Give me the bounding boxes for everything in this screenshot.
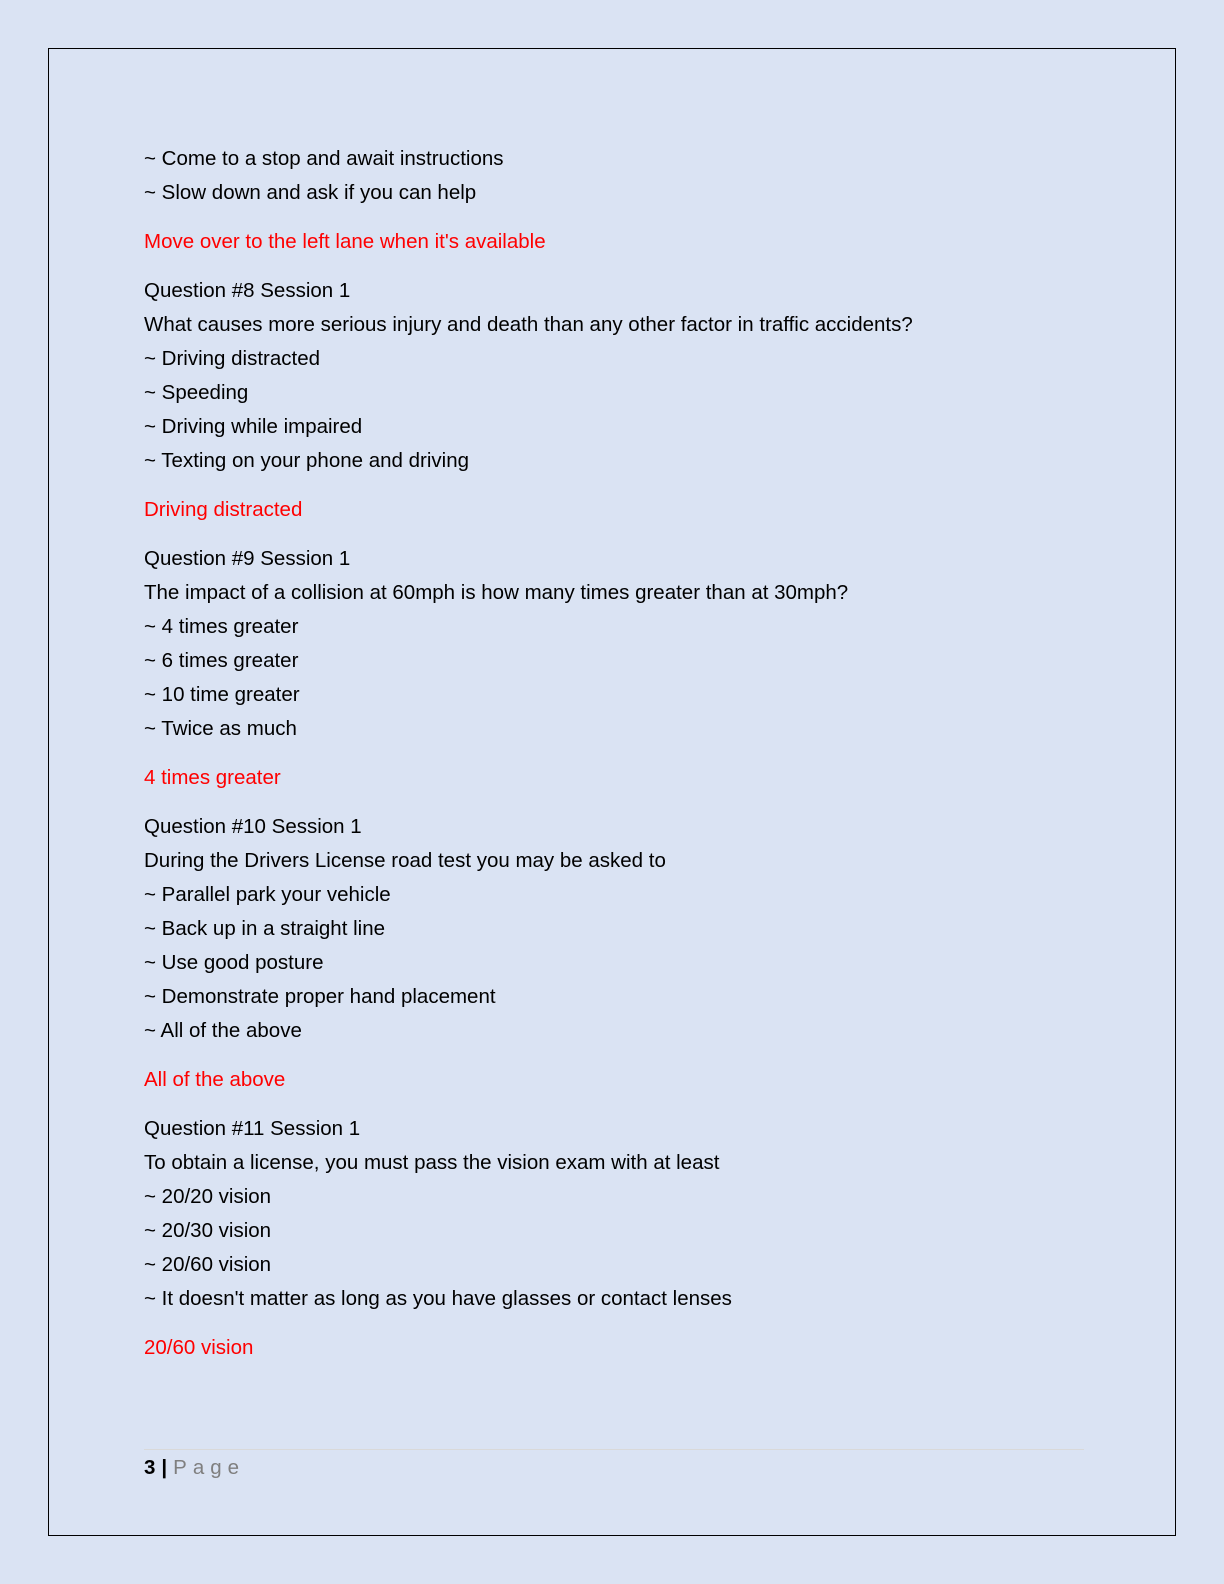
question-text: To obtain a license, you must pass the vision exam with at least xyxy=(144,1151,720,1174)
answer-option: ~ It doesn't matter as long as you have glasses or contact lenses xyxy=(144,1287,732,1310)
question-text: The impact of a collision at 60mph is how many times greater than at 30mph? xyxy=(144,581,849,604)
page-label: Page xyxy=(173,1456,246,1479)
answer-option: ~ Texting on your phone and driving xyxy=(144,449,470,472)
correct-answer: 20/60 vision xyxy=(144,1336,254,1359)
answer-option: ~ Twice as much xyxy=(144,717,297,740)
question-header: Question #11 Session 1 xyxy=(144,1117,361,1140)
answer-option: ~ Driving distracted xyxy=(144,347,321,370)
answer-option: ~ 10 time greater xyxy=(144,683,300,706)
page-number: 3 xyxy=(144,1456,156,1479)
question-header: Question #10 Session 1 xyxy=(144,815,362,838)
answer-option: ~ Back up in a straight line xyxy=(144,917,386,940)
correct-answer: All of the above xyxy=(144,1068,286,1091)
question-text: During the Drivers License road test you may be asked to xyxy=(144,849,666,872)
page-footer xyxy=(144,1454,245,1482)
footer-separator: | xyxy=(161,1456,168,1479)
correct-answer: Move over to the left lane when it's available xyxy=(144,230,546,253)
answer-option: ~ 20/60 vision xyxy=(144,1253,272,1276)
question-header: Question #9 Session 1 xyxy=(144,547,351,570)
correct-answer: Driving distracted xyxy=(144,498,303,521)
correct-answer: 4 times greater xyxy=(144,766,281,789)
answer-option: ~ 4 times greater xyxy=(144,615,299,638)
answer-option: ~ Speeding xyxy=(144,381,249,404)
answer-option: ~ Come to a stop and await instructions xyxy=(144,147,504,170)
document-body xyxy=(144,142,1084,1380)
question-header: Question #8 Session 1 xyxy=(144,279,351,302)
footer-divider xyxy=(144,1449,1084,1450)
answer-option: ~ 6 times greater xyxy=(144,649,299,672)
answer-option: ~ Use good posture xyxy=(144,951,324,974)
answer-option: ~ Demonstrate proper hand placement xyxy=(144,985,496,1008)
answer-option: ~ 20/20 vision xyxy=(144,1185,272,1208)
answer-option: ~ Parallel park your vehicle xyxy=(144,883,391,906)
answer-option: ~ 20/30 vision xyxy=(144,1219,272,1242)
question-text: What causes more serious injury and death than any other factor in traffic accidents? xyxy=(144,313,913,336)
answer-option: ~ Slow down and ask if you can help xyxy=(144,181,477,204)
answer-option: ~ All of the above xyxy=(144,1019,302,1042)
answer-option: ~ Driving while impaired xyxy=(144,415,363,438)
